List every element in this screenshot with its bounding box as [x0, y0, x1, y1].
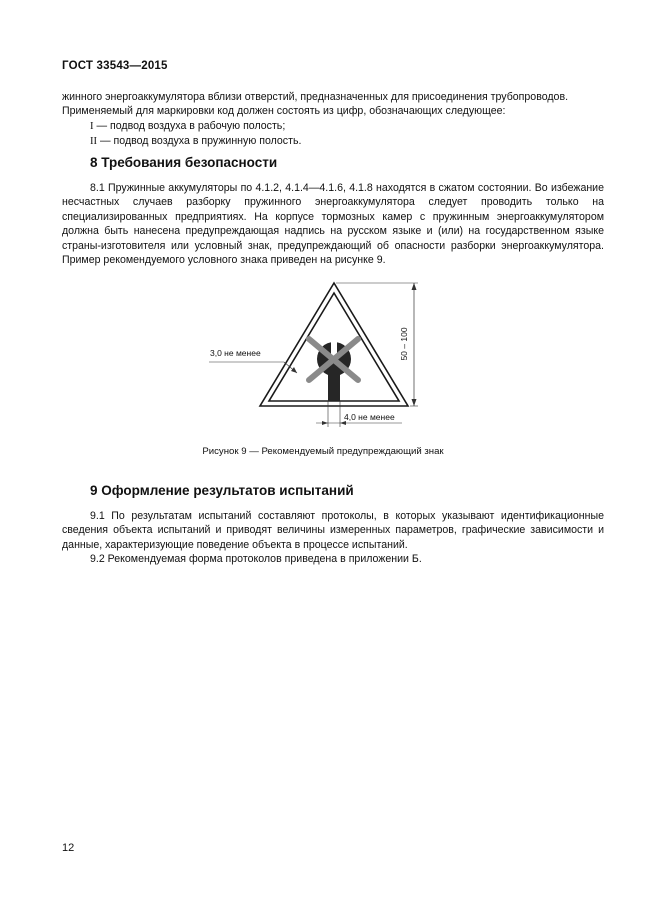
warning-sign-figure: [200, 276, 450, 440]
list-item-text-2: — подвод воздуха в пружинную полость.: [100, 135, 302, 148]
document-code-header: ГОСТ 33543—2015: [62, 60, 168, 72]
stem-arrow-left: [322, 421, 328, 425]
roman-numeral-2: II: [90, 136, 98, 148]
height-arrow-bottom: [412, 399, 417, 406]
section-8-heading: 8 Требования безопасности: [90, 155, 278, 170]
border-arrow: [291, 367, 297, 373]
section-9-body: [62, 509, 604, 567]
height-dimension-label: 50 – 100: [399, 327, 409, 361]
section-9-heading: 9 Оформление результатов испытаний: [90, 483, 354, 498]
list-item-working-chamber: [62, 119, 604, 134]
list-item-spring-chamber: [62, 134, 604, 149]
section-8-body: [62, 181, 604, 267]
list-item-text-1: — подвод воздуха в рабочую полость;: [96, 119, 286, 132]
paragraph-8-1: 8.1 Пружинные аккумуляторы по 4.1.2, 4.1.4—4.1.6, 4.1.8 находятся в сжатом состоянии. Во избежание несчастных случаев разборку пружинного энергоаккумулятора следует проводить только на специализированных предприятиях. На корпусе тормозных камер с пружинным энергоаккумулятором должна быть нанесена предупреждающая надпись на русском языке и (или) на государственном языке страны-изготовителя или условный знак, предупреждающий об опасности разборки энергоаккумулятора. Пример рекомендуемого условного знака приведен на рисунке 9.: [62, 182, 604, 267]
height-arrow-top: [412, 283, 417, 290]
intro-text-block: [62, 90, 604, 150]
page-number: 12: [62, 842, 75, 854]
intro-line-2: Применяемый для маркировки код должен состоять из цифр, обозначающих следующее:: [62, 105, 506, 118]
stem-width-label: 4,0 не менее: [344, 412, 395, 422]
border-width-label: 3,0 не менее: [210, 348, 261, 358]
roman-numeral-1: I: [90, 120, 94, 132]
symbol-stem: [328, 368, 340, 401]
paragraph-9-2: 9.2 Рекомендуемая форма протоколов приведена в приложении Б.: [90, 553, 422, 566]
paragraph-9-1: 9.1 По результатам испытаний составляют протоколы, в которых указывают идентификационные сведения объекта испытаний и приводят величины измеренных параметров, графические зависимости и данные, характеризующие поведение объекта в процессе испытаний.: [62, 510, 604, 551]
intro-line-1: жинного энергоаккумулятора вблизи отверстий, предназначенных для присоединения трубопроводов.: [62, 91, 569, 103]
figure-caption: Рисунок 9 — Рекомендуемый предупреждающий знак: [202, 446, 444, 457]
